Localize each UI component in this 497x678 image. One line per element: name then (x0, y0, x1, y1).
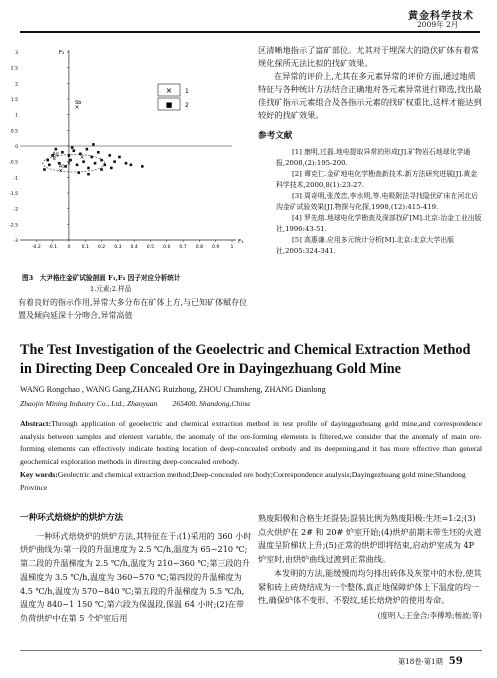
y-tick-label: 3 (15, 51, 18, 56)
footer-rule (20, 650, 482, 651)
x-axis-label: F₁ (238, 239, 244, 245)
sample-point (104, 164, 107, 167)
abstract-label: Abstract: (20, 419, 52, 428)
reference-item: [4] 罗先熔.地球电化学勘查及深部找矿[M].北京:冶金工业出版社,1996:43-51. (276, 214, 482, 233)
legend-label-2: 2 (185, 102, 189, 109)
element-point-label: As (58, 163, 65, 170)
sample-point (77, 171, 80, 174)
sample-point (76, 164, 79, 167)
sample-point (55, 148, 58, 151)
sample-point (90, 156, 93, 159)
left-paragraph-text: 有着良好的指示作用,异常大多分布在矿体上方,与已知矿体赋存位置及倾向延深十分吻合,异常高值 (18, 298, 248, 320)
section-right-text-1: 熟废阳极和合格生坯混装;混装比例为熟废阳极:生坯=1:2;(3)点火烘炉在 2# 和 20# 炉室开始;(4)烘炉前期未带生坯的火道温度呈阶梯状上升;(5)正常的烘炉即将结束,启动炉室成为 4P 炉室时,由烘炉曲线过渡到正常曲线。 (258, 513, 482, 565)
sample-point (130, 164, 133, 167)
sample-point (113, 160, 116, 163)
element-point-label: Ag (52, 151, 59, 158)
sample-point (87, 173, 90, 176)
legend-marker-1: × (165, 86, 173, 95)
x-tick-label: 0.2 (97, 245, 106, 250)
sample-point (43, 168, 46, 171)
reference-item: [5] 高惠谦.应用多元统计分析[M].北京:北京大学出版社,2005:324-341. (276, 236, 455, 255)
y-tick-label: 1 (15, 113, 18, 119)
sample-point (61, 151, 64, 154)
section-left-text: 一种环式焙烧炉的烘炉方法,其特征在于:(1)采用的 360 小时烘炉曲线为:第一段的升温速度为 2.5 ℃/h,温度为 65~210 ℃;第二段的升温梯度为 2.5 ℃/h,温度为 210~360 ℃;第三段的升温梯度为 3.5 ℃/h,温度为 360~570 ℃;第四段的升温梯度为 4.5 ℃/h,温度为 570~840 ℃;第五段的升温梯度为 5.5 ℃/h,温度为 840~1 150 ℃;第六段为保温段,保温 64 小时;(2)在带负荷烘炉中在第 5 个炉室后用 (20, 530, 252, 623)
sample-point (73, 149, 76, 152)
sample-point (118, 156, 121, 159)
x-tick-label: 0.3 (114, 245, 122, 250)
sample-point (48, 164, 51, 167)
reference-item: [3] 周奇明,张茂忠,李水明,等.电吸附法寻找隐伏矿床在河北后沟金矿试验效果[J].物探与化探,1998,(12):415-419. (276, 192, 479, 211)
english-abstract (20, 418, 482, 468)
legend-label-1: 1 (185, 88, 189, 95)
y-tick-label: 0 (15, 145, 18, 150)
sample-point (125, 162, 128, 165)
x-tick-label: -0.2 (31, 245, 41, 250)
sample-point (100, 168, 103, 171)
element-point: × (66, 160, 72, 168)
sample-point (87, 167, 90, 170)
x-tick-label: 0.9 (212, 245, 220, 250)
issue-date: 2009年 2月 (417, 20, 459, 29)
element-point: × (58, 167, 64, 175)
section-signature: (度明人;王金合;李傅埠;杨波;等) (377, 610, 482, 620)
x-tick-label: 0 (67, 245, 71, 250)
reference-item: [1] 康明,过磊.地电提取异常的形成[J].矿物岩石地球化学通报,2008,(2):195-200. (276, 148, 471, 167)
y-tick-label: -3 (13, 239, 18, 244)
keywords-text: Geolectric and chemical extraction method;Deep-concealed ore body;Correspondence analysis;Dayingezhuang gold mine;Shandong Province (20, 470, 466, 492)
y-tick-label: 2.5 (10, 66, 18, 72)
sample-point (94, 162, 97, 165)
sample-point (97, 151, 100, 154)
header-rule (20, 31, 480, 33)
sample-point (92, 143, 95, 146)
x-tick-label: -0.1 (48, 245, 58, 250)
patent-section-right (258, 512, 482, 623)
x-tick-label: 0.4 (130, 245, 138, 250)
sample-point (100, 159, 103, 162)
y-tick-label: -2 (13, 207, 18, 213)
y-tick-label: -0.5 (9, 160, 18, 166)
chart-svg (6, 44, 250, 266)
english-authors: WANG Rongchao , WANG Gang,ZHANG Ruizhong, ZHOU Chunsheng, ZHANG Dianlong (20, 385, 326, 394)
y-tick-label: -1 (13, 176, 18, 182)
x-tick-label: 0.5 (146, 245, 155, 250)
x-tick-label: 0.1 (81, 245, 89, 250)
y-tick-label: -1.5 (9, 192, 18, 197)
page-number: 59 (448, 656, 463, 667)
y-tick-label: -2.5 (9, 223, 18, 229)
figure-subcaption: 1.元素;2.样品 (90, 285, 132, 293)
sample-point (46, 159, 49, 162)
figure-caption: 图3 大尹格庄金矿试验剖面 F₁,F₂ 因子对应分析统计 (22, 274, 181, 282)
left-paragraph (18, 297, 250, 322)
page-footer (398, 656, 463, 667)
section-heading: 一种环式焙烧炉的烘炉方法 (20, 513, 124, 523)
reference-item: [2] 谭克仁.金矿地电化学勘查新技术.新方法研究进展[J].黄金科学技术,2000,8(1):23-27. (276, 170, 478, 189)
english-title: The Test Investigation of the Geoelectric and Chemical Extraction Method in Directing Deep Concealed Ore in Dayingezhuang Gold Mine (20, 342, 471, 377)
sample-point (86, 148, 89, 151)
references-heading: 参考文献 (258, 131, 293, 141)
sample-point (141, 165, 144, 168)
english-affiliation: Zhaojin Mining Industry Co., Ltd., Zhaoyuan 265400, Shandong,China (20, 399, 250, 408)
sample-point (108, 154, 111, 157)
element-point: × (79, 153, 85, 161)
legend-marker-2: ■ (165, 101, 173, 109)
journal-title: 黄金科学技术 (408, 11, 474, 22)
y-tick-label: 0.5 (10, 129, 18, 135)
element-point-label: Sb (75, 99, 82, 106)
patent-section-left (20, 512, 252, 626)
element-point: × (51, 155, 57, 163)
right-paragraph-1: 区清晰地指示了富矿部位。尤其对于埋深大的隐伏矿体有着常规化探所无法比拟的找矿效果。 (258, 45, 480, 68)
right-column (258, 44, 482, 257)
x-tick-label: 1 (230, 245, 234, 250)
section-right-text-2: 本发明的方法,能缓慢而均匀排出砖体及灰浆中的水份,使其紧和砖上砖烧结成为一个整体,真正地保障炉体上下温度的均一性,确保炉体不变形、不裂纹,延长焙烧炉的使用寿命。 (258, 567, 482, 606)
element-point: × (74, 103, 80, 111)
correspondence-analysis-chart (6, 44, 250, 266)
footer-volume: 第18卷·第1期 (398, 657, 443, 666)
section-divider (20, 499, 482, 507)
y-tick-label: 2 (15, 82, 18, 88)
sample-point (68, 154, 71, 157)
english-keywords (20, 469, 482, 494)
sample-point (71, 146, 74, 149)
y-tick-label: 1.5 (10, 98, 18, 103)
abstract-text: Through application of geoelectric and chemical extraction method in test profile of dayinggezhuang gold mine,and correspondence analysis between samples and element variable, the anomaly of the ore-forming elements is filtered,we consider that the anomaly of main ore-forming elements can effectively indicate hosting location of deep-concealed orebody and its deepening,and it has more effective than general geochemical exploration methods in directing deep-concealed orebody. (20, 419, 482, 466)
right-paragraph-2: 在异常的评价上,尤其在多元素异常的评价方面,通过地质特征与各种统计方法结合正确地对各元素异常进行筛选,找出最佳找矿指示元素组合及各指示元素的找矿权重比,这样才能达到较好的找矿效果。 (258, 71, 482, 120)
x-tick-label: 0.6 (163, 245, 171, 250)
sample-point (110, 167, 113, 170)
x-tick-label: 0.7 (179, 245, 187, 250)
keywords-label: Key words: (20, 470, 58, 479)
y-axis-label: F₂ (58, 50, 65, 56)
x-tick-label: 0.8 (195, 245, 204, 250)
